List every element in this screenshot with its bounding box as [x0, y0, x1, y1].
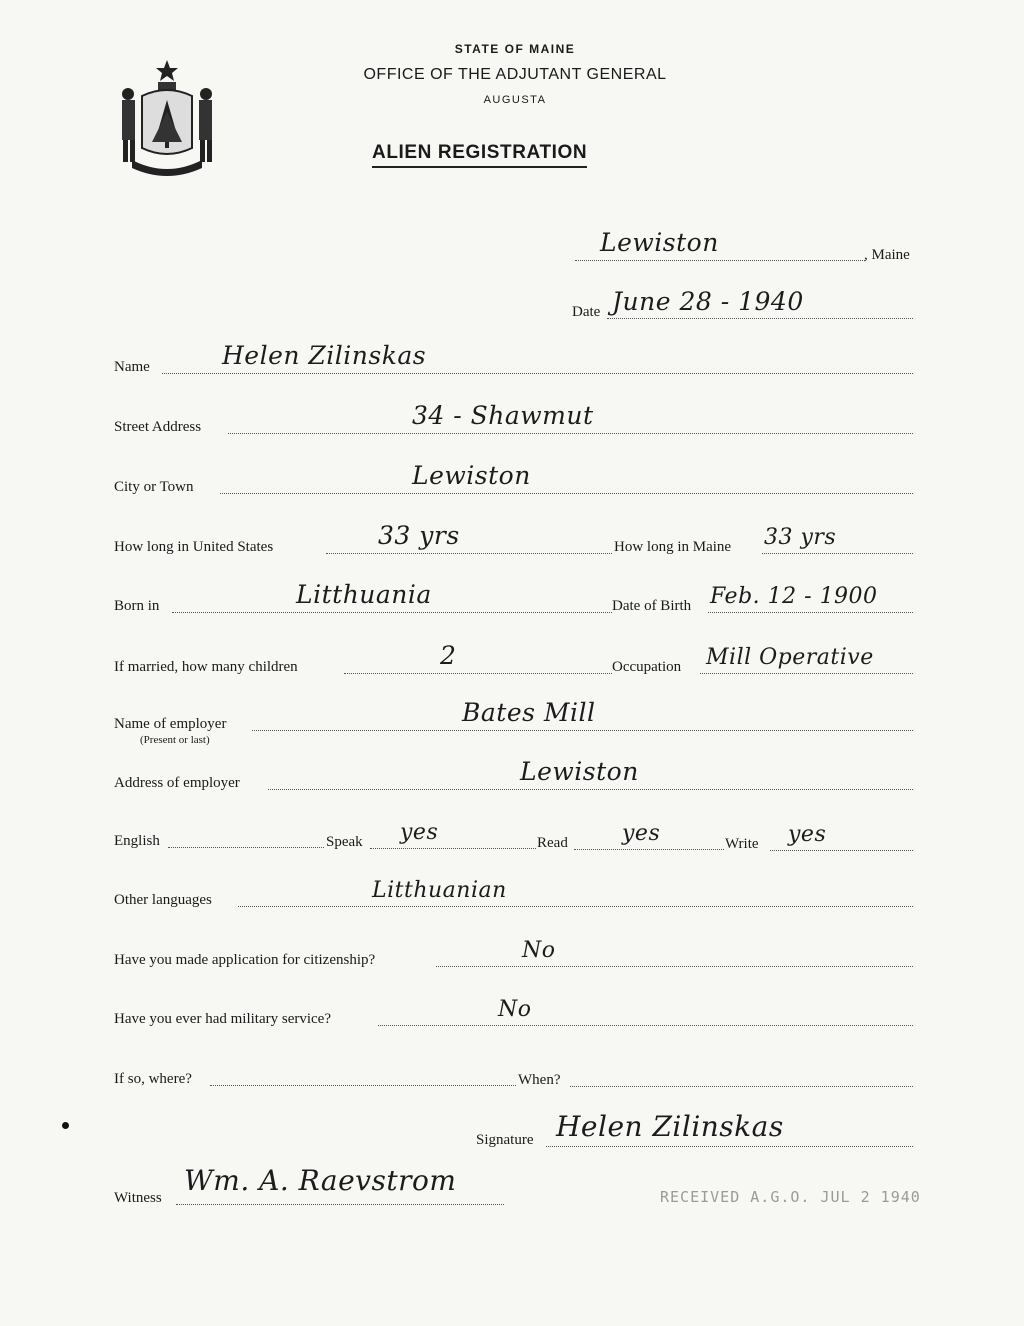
citizenship-value: No — [522, 938, 556, 963]
how-long-us-line — [326, 553, 612, 554]
other-languages-value: Litthuanian — [372, 878, 507, 903]
signature-line — [546, 1146, 913, 1147]
military-line — [378, 1025, 913, 1026]
how-long-maine-value: 33 yrs — [764, 525, 837, 550]
state-of-maine-seal — [112, 56, 222, 178]
speak-value: yes — [400, 820, 439, 845]
write-label: Write — [725, 836, 759, 852]
children-label: If married, how many children — [114, 659, 298, 675]
born-in-value: Litthuania — [296, 580, 432, 609]
english-line — [168, 847, 324, 848]
date-of-birth-line — [708, 612, 913, 613]
where-line — [210, 1085, 516, 1086]
occupation-line — [700, 673, 913, 674]
ink-dot — [62, 1122, 69, 1129]
received-stamp: RECEIVED A.G.O. JUL 2 1940 — [660, 1188, 921, 1206]
witness-value: Wm. A. Raevstrom — [184, 1164, 457, 1197]
how-long-maine-line — [762, 553, 913, 554]
date-value: June 28 - 1940 — [612, 287, 804, 316]
military-value: No — [498, 997, 532, 1022]
office-heading: OFFICE OF THE ADJUTANT GENERAL — [363, 66, 667, 83]
date-of-birth-label: Date of Birth — [612, 598, 692, 614]
signature-label: Signature — [476, 1132, 534, 1148]
employer-address-line — [268, 789, 913, 790]
street-address-line — [228, 433, 913, 434]
children-line — [344, 673, 612, 674]
speak-label: Speak — [326, 834, 363, 850]
born-in-line — [172, 612, 612, 613]
employer-name-sublabel: (Present or last) — [140, 734, 210, 746]
name-value: Helen Zilinskas — [222, 341, 427, 370]
how-long-maine-label: How long in Maine — [614, 539, 732, 555]
speak-line — [370, 848, 536, 849]
place-value: Lewiston — [600, 228, 719, 257]
place-suffix: , Maine — [864, 247, 910, 263]
date-of-birth-value: Feb. 12 - 1900 — [710, 584, 878, 609]
citizenship-line — [436, 966, 913, 967]
witness-line — [176, 1204, 504, 1205]
employer-address-value: Lewiston — [520, 757, 639, 786]
born-in-label: Born in — [114, 598, 160, 614]
employer-address-label: Address of employer — [114, 775, 240, 791]
when-label: When? — [518, 1072, 561, 1088]
date-label: Date — [572, 304, 601, 320]
military-label: Have you ever had military service? — [114, 1011, 331, 1027]
city-heading: AUGUSTA — [483, 94, 547, 106]
city-label: City or Town — [114, 479, 194, 495]
other-languages-line — [238, 906, 913, 907]
occupation-value: Mill Operative — [706, 645, 874, 670]
read-label: Read — [537, 835, 568, 851]
when-line — [570, 1086, 913, 1087]
witness-label: Witness — [114, 1190, 162, 1206]
english-label: English — [114, 833, 160, 849]
employer-name-line — [252, 730, 913, 731]
other-languages-label: Other languages — [114, 892, 212, 908]
read-line — [574, 849, 724, 850]
where-label: If so, where? — [114, 1071, 192, 1087]
occupation-label: Occupation — [612, 659, 682, 675]
city-line — [220, 493, 913, 494]
read-value: yes — [622, 821, 661, 846]
signature-value: Helen Zilinskas — [556, 1110, 784, 1143]
form-title: ALIEN REGISTRATION — [372, 142, 587, 168]
city-value: Lewiston — [412, 461, 531, 490]
employer-name-value: Bates Mill — [462, 698, 596, 727]
name-label: Name — [114, 359, 150, 375]
write-line — [770, 850, 913, 851]
name-line — [162, 373, 913, 374]
street-address-label: Street Address — [114, 419, 202, 435]
date-line — [607, 318, 913, 319]
citizenship-label: Have you made application for citizenship? — [114, 952, 376, 968]
write-value: yes — [788, 822, 827, 847]
how-long-us-label: How long in United States — [114, 539, 274, 555]
how-long-us-value: 33 yrs — [378, 521, 460, 550]
children-value: 2 — [440, 641, 457, 670]
state-heading: STATE OF MAINE — [454, 42, 576, 56]
street-address-value: 34 - Shawmut — [412, 401, 594, 430]
place-line — [575, 260, 865, 261]
employer-name-label: Name of employer — [114, 716, 227, 732]
